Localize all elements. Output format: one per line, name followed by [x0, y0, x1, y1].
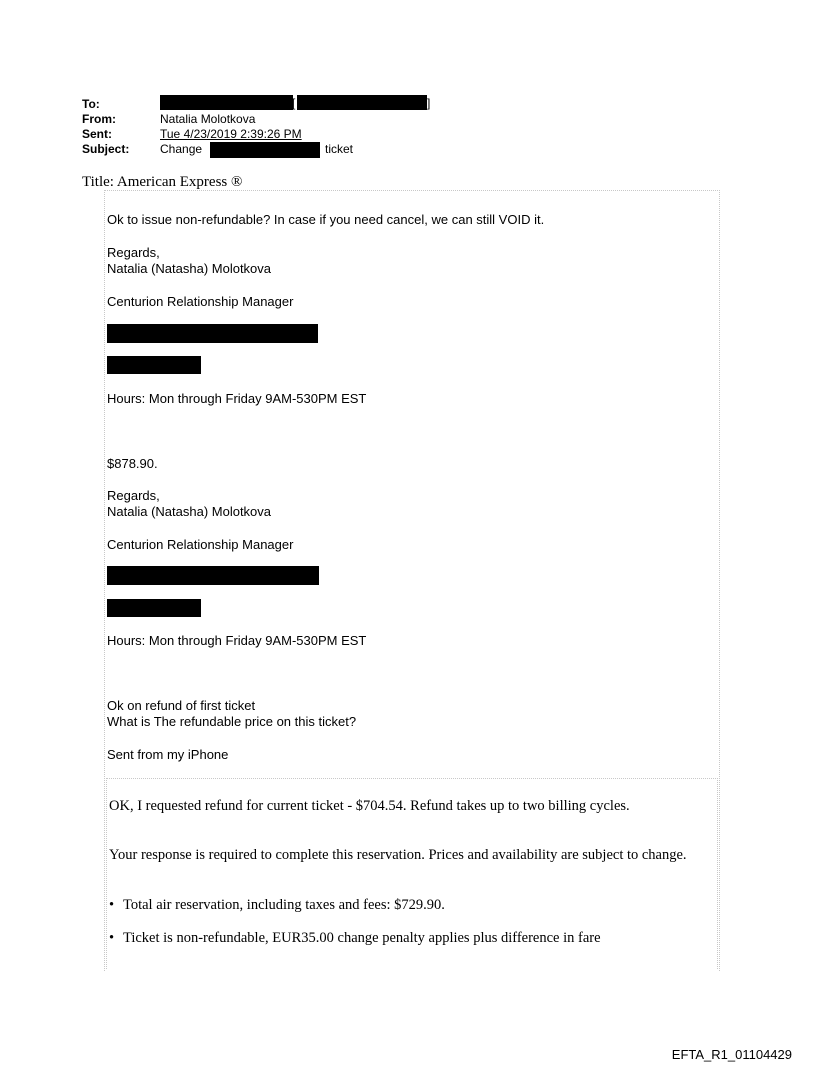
signer-role-1: Centurion Relationship Manager — [107, 294, 294, 309]
redaction-to-name — [160, 95, 296, 110]
redaction-to-email — [297, 95, 427, 110]
from-label: From: — [82, 112, 116, 126]
signer-name-2: Natalia (Natasha) Molotkova — [107, 504, 272, 519]
from-value: Natalia Molotkova — [160, 112, 256, 126]
sent-label: Sent: — [82, 127, 112, 141]
redaction-subject — [210, 142, 320, 158]
subject-label: Subject: — [82, 142, 130, 156]
hours-1: Hours: Mon through Friday 9AM-530PM EST — [107, 391, 367, 406]
reply-line-1: Ok on refund of first ticket — [107, 698, 256, 713]
redaction-contact-1a — [107, 324, 318, 343]
sent-value: Tue 4/23/2019 2:39:26 PM — [160, 127, 302, 141]
message-line-1: Ok to issue non-refundable? In case if you need cancel, we can still VOID it. — [107, 212, 545, 227]
quoted-paragraph-2: Your response is required to complete this reservation. Prices and availability are subject to change. — [109, 847, 687, 863]
bracket-open: [ — [292, 96, 296, 110]
subject-prefix: Change — [160, 142, 203, 156]
price-line: $878.90. — [107, 456, 158, 471]
regards-2: Regards, — [107, 488, 160, 503]
redaction-contact-2b — [107, 599, 201, 617]
bracket-close: ] — [427, 96, 431, 110]
subject-suffix: ticket — [325, 142, 354, 156]
bullet-icon: • — [109, 897, 115, 913]
to-label: To: — [82, 97, 100, 111]
quoted-bullet-1 — [109, 897, 445, 914]
document-id: EFTA_R1_01104429 — [671, 1047, 792, 1062]
redaction-contact-2a — [107, 566, 319, 585]
quoted-paragraph-1: OK, I requested refund for current ticket - $704.54. Refund takes up to two billing cycles. — [109, 798, 630, 814]
quoted-bullet-2 — [109, 930, 601, 947]
hours-2: Hours: Mon through Friday 9AM-530PM EST — [107, 633, 367, 648]
reply-line-2: What is The refundable price on this ticket? — [107, 714, 357, 729]
bullet-text-1: Total air reservation, including taxes and fees: $729.90. — [123, 897, 445, 913]
bullet-text-2: Ticket is non-refundable, EUR35.00 change penalty applies plus difference in fare — [123, 930, 601, 946]
bullet-icon: • — [109, 930, 115, 946]
signer-role-2: Centurion Relationship Manager — [107, 537, 294, 552]
title-line: Title: American Express ® — [82, 174, 243, 190]
regards-1: Regards, — [107, 245, 160, 260]
iphone-signature: Sent from my iPhone — [107, 747, 229, 762]
redaction-contact-1b — [107, 356, 201, 374]
signer-name-1: Natalia (Natasha) Molotkova — [107, 261, 272, 276]
